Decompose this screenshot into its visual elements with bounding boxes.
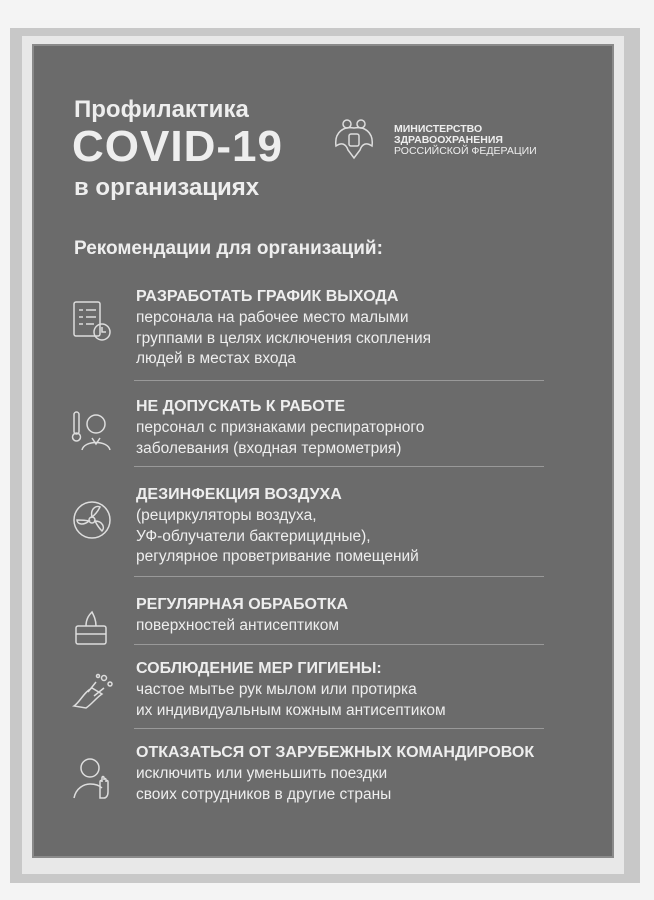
divider: [134, 576, 544, 577]
double-headed-eagle-emblem-icon: [330, 114, 378, 162]
item-text: группами в целях исключения скопления: [136, 329, 432, 347]
covid-poster: [32, 44, 614, 858]
divider: [134, 644, 544, 645]
item-text: их индивидуальным кожным антисептиком: [136, 701, 446, 719]
item-text: регулярное проветривание помещений: [136, 548, 419, 565]
ministry-line: ЗДРАВООХРАНЕНИЯ: [394, 134, 503, 146]
item-text: УФ-облучатели бактерицидные),: [136, 527, 371, 545]
poster-title-line3: в организациях: [74, 174, 260, 201]
item-title: РЕГУЛЯРНАЯ ОБРАБОТКА: [136, 596, 349, 613]
fan-icon: [70, 496, 116, 542]
item-text: заболевания (входная термометрия): [136, 439, 402, 457]
item-text: людей в местах входа: [136, 350, 296, 367]
item-title: СОБЛЮДЕНИЕ МЕР ГИГИЕНЫ:: [136, 660, 382, 677]
ministry-line: МИНИСТЕРСТВО: [394, 123, 483, 135]
item-title: ДЕЗИНФЕКЦИЯ ВОЗДУХА: [136, 486, 342, 503]
recommendations-heading: Рекомендации для организаций:: [74, 238, 383, 259]
item-title: РАЗРАБОТАТЬ ГРАФИК ВЫХОДА: [136, 288, 399, 305]
stop-hand-person-icon: [70, 754, 116, 800]
poster-title-line1: Профилактика: [74, 96, 249, 123]
ministry-line: РОССИЙСКОЙ ФЕДЕРАЦИИ: [394, 145, 537, 157]
ministry-label: [394, 124, 537, 157]
hand-washing-icon: [70, 670, 116, 716]
divider: [134, 728, 544, 729]
divider: [134, 466, 544, 467]
divider: [134, 380, 544, 381]
schedule-checklist-icon: [70, 298, 116, 344]
item-text: исключить или уменьшить поездки: [136, 765, 388, 782]
item-title: ОТКАЗАТЬСЯ ОТ ЗАРУБЕЖНЫХ КОМАНДИРОВОК: [136, 744, 535, 761]
item-text: своих сотрудников в другие страны: [136, 785, 392, 803]
napkin-box-icon: [70, 606, 116, 652]
thermometer-person-icon: [70, 408, 116, 454]
item-title: НЕ ДОПУСКАТЬ К РАБОТЕ: [136, 398, 346, 415]
item-text: персонал с признаками респираторного: [136, 419, 425, 436]
item-text: персонала на рабочее место малыми: [136, 309, 409, 326]
item-text: частое мытье рук мылом или протирка: [136, 681, 417, 698]
poster-title-line2: COVID-19: [72, 122, 283, 171]
item-text: (рециркуляторы воздуха,: [136, 507, 317, 524]
item-text: поверхностей антисептиком: [136, 617, 340, 634]
